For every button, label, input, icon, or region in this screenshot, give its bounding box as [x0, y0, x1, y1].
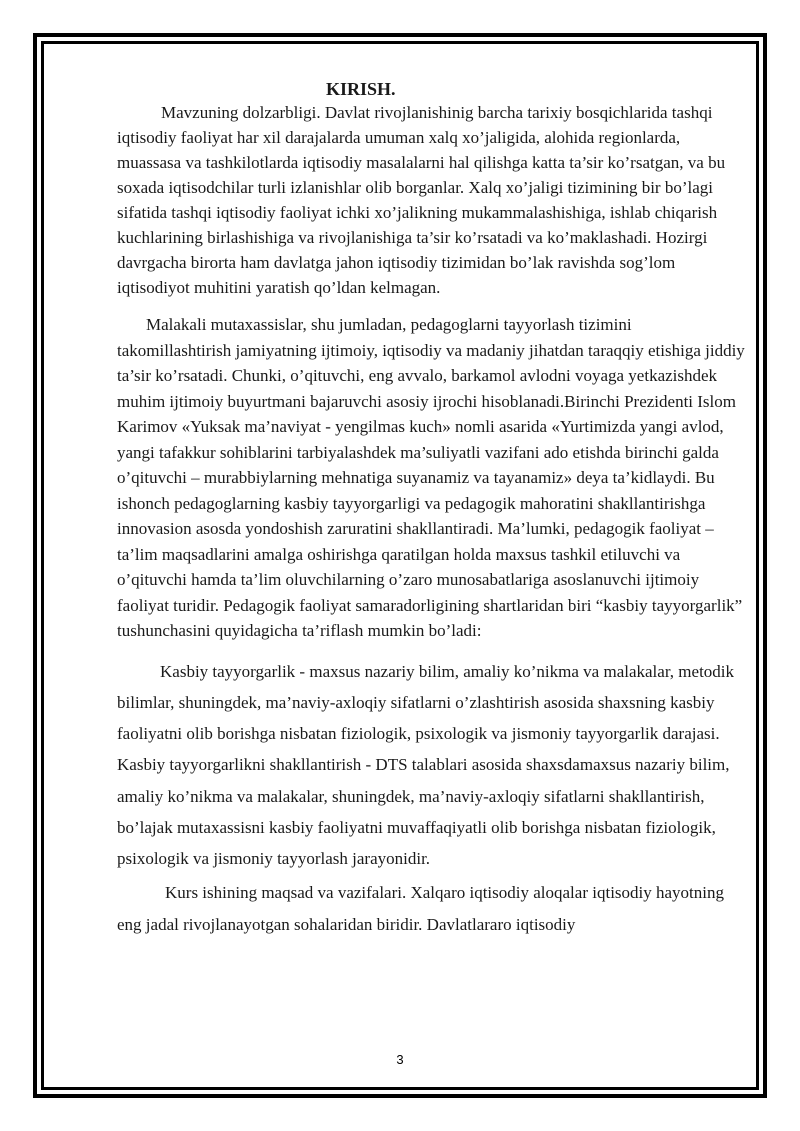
page-number: 3 — [396, 1052, 404, 1067]
paragraph-relevance: Mavzuning dolzarbligi. Davlat rivojlanishinig barcha tarixiy bosqichlarida tashqi iqtisodiy faoliyat har xil darajalarda umuman xalq xo’jaligida, alohida regionlarda, muassasa va tashkilotlarda iqtisodiy masalalarni hal qilishga katta ta’sir ko’rsatgan, va bu soxada iqtisodchilar turli izlanishlar olib borganlar. Xalq xo’jaligi tizimining bir bo’lagi sifatida tashqi iqtisodiy faoliyat ichki xo’jalikning mukammalashishiga, ishlab chiqarish kuchlarining birlashishiga va rivojlanishiga ta’sir ko’rsatadi va ko’maklashadi. Hozirgi davrgacha birorta ham davlatga jahon iqtisodiy tizimidan bo’lak ravishda sog’lom iqtisodiyot muhitini yaratish qo’ldan kelmagan. — [117, 103, 726, 297]
paragraph-professional-readiness: Kasbiy tayyorgarlik - maxsus nazariy bilim, amaliy ko’nikma va malakalar, metodik bilimlar, shuningdek, ma’naviy-axloqiy sifatlarni o’zlashtirish asosida shaxsning kasbiy faoliyatni olib borishga nisbatan fiziologik, psixologik va jismoniy tayyorgarlik darajasi. Kasbiy tayyorgarlikni shakllantirish - DTS talablari asosida shaxsdamaxsus nazariy bilim, amaliy ko’nikma va malakalar, shuningdek, ma’naviy-axloqiy sifatlarni shakllantirish, bo’lajak mutaxassisni kasbiy faoliyatni muvaffaqiyatli olib borishga nisbatan fiziologik, psixologik va jismoniy tayyorlash jarayonidir. — [117, 661, 735, 869]
paragraph-teacher-training: Malakali mutaxassislar, shu jumladan, pedagoglarni tayyorlash tizimini takomillashtirish jamiyatning ijtimoiy, iqtisodiy va madaniy jihatdan taraqqiy etishiga jiddiy ta’sir ko’rsatadi. Chunki, o’qituvchi, eng avvalo, barkamol avlodni voyaga yetkazishdek muhim ijtimoiy buyurtmani bajaruvchi asosiy ijrochi hisoblanadi.Birinchi Prezidenti Islom Karimov «Yuksak ma’naviyat - yengilmas kuch» nomli asarida «Yurtimizda yangi avlod, yangi tafakkur sohiblarini tarbiyalashdek ma’suliyatli vazifani ado etishda birinchi galda o’qituvchi – murabbiylarning mehnatiga suyanamiz va tayanamiz» deya ta’kidlaydi. Bu ishonch pedagoglarning kasbiy tayyorgarligi va pedagogik mahoratini shakllantirishga innovasion asosda yondoshish zaruratini shakllantiradi. Ma’lumki, pedagogik faoliyat – ta’lim maqsadlarini amalga oshirishga qaratilgan holda maxsus tashkil etiluvchi va o’qituvchi hamda ta’lim oluvchilarning o’zaro munosabatlariga asoslanuvchi ijtimoiy faoliyat turidir. Pedagogik faoliyat samaradorligining shartlaridan biri “kasbiy tayyorgarlik” tushunchasini quyidagicha ta’riflash mumkin bo’ladi: — [117, 315, 745, 640]
section-title: KIRISH. — [326, 79, 396, 99]
document-body — [117, 78, 747, 941]
paragraph-course-goals: Kurs ishining maqsad va vazifalari. Xalqaro iqtisodiy aloqalar iqtisodiy hayotning eng jadal rivojlanayotgan sohalaridan biridir. Davlatlararo iqtisodiy — [117, 882, 724, 934]
